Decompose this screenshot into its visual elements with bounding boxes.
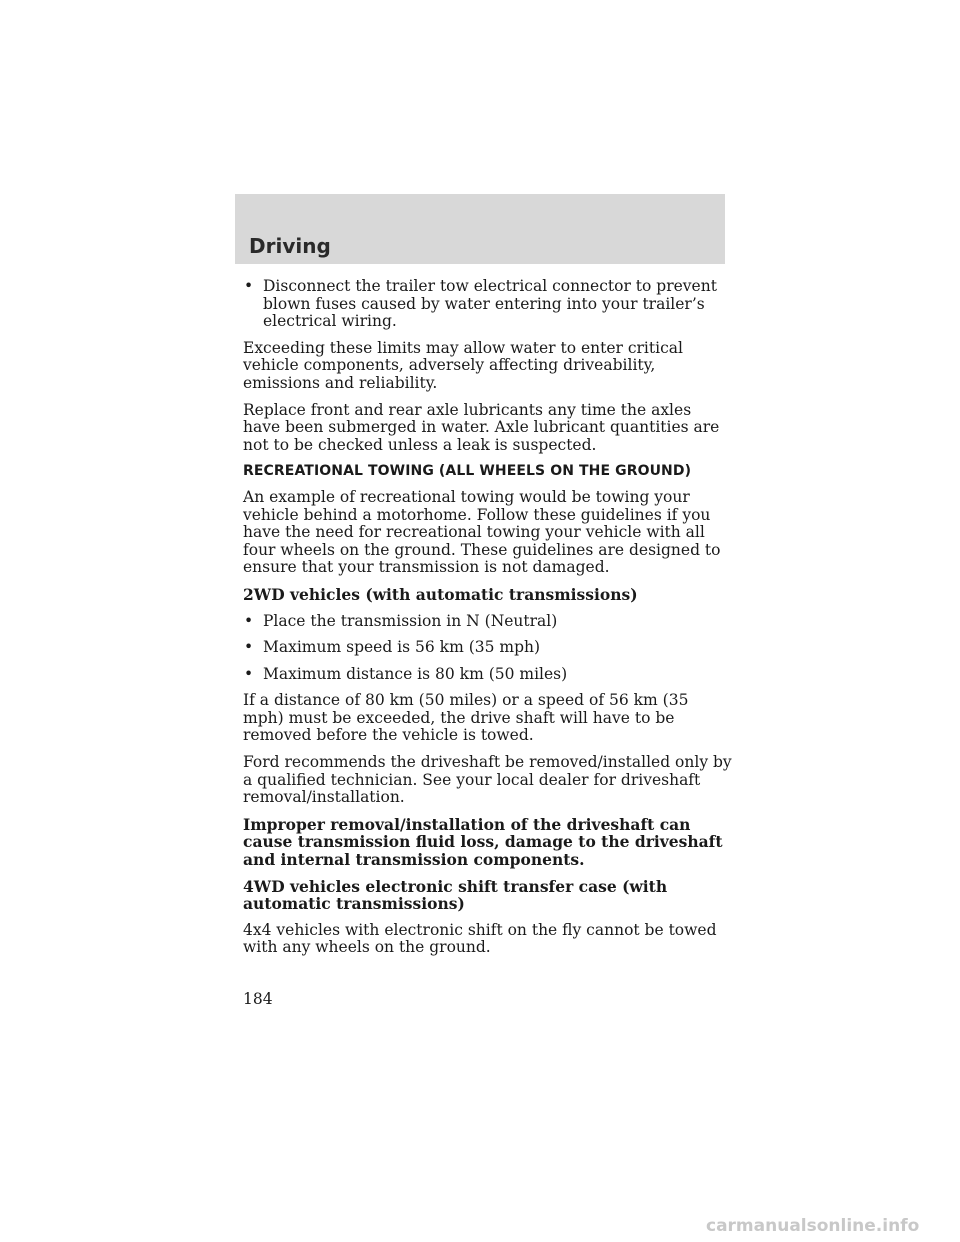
list-item [243,666,733,684]
list-item-text: Place the transmission in N (Neutral) [263,611,558,630]
bullet-icon: • [244,277,254,295]
section-header-band [235,194,725,264]
list-item-text: Maximum distance is 80 km (50 miles) [263,664,568,683]
warning-paragraph: Improper removal/installation of the driveshaft can cause transmission fluid loss, damage to the driveshaft and internal transmission components. [243,814,723,870]
watermark: carmanualsonline.info [706,1216,920,1236]
list-item [243,613,733,631]
section-title: Driving [249,234,331,258]
bullet-icon: • [244,664,254,683]
page-content [243,278,733,966]
paragraph-water-limits: Exceeding these limits may allow water to enter critical vehicle components, adversely affecting driveability, emissions and reliability. [243,338,683,392]
paragraph-ford-recommends: Ford recommends the driveshaft be removed/installed only by a qualified technician. See your local dealer for driveshaft removal/installation. [243,753,732,807]
page-number: 184 [243,990,273,1008]
list-item [243,639,733,657]
list-item [243,278,733,331]
subheading-4wd: 4WD vehicles electronic shift transfer case (with automatic transmissions) [243,876,668,914]
list-item-text: Maximum speed is 56 km (35 mph) [263,638,541,657]
heading-recreational-towing: RECREATIONAL TOWING (ALL WHEELS ON THE GROUND) [243,463,692,480]
paragraph-axle-lubricants: Replace front and rear axle lubricants any time the axles have been submerged in water. Axle lubricant quantities are not to be checked unless a leak is suspected. [243,400,720,454]
paragraph-4x4-note: 4x4 vehicles with electronic shift on the fly cannot be towed with any wheels on the ground. [243,920,717,957]
list-item-text: Disconnect the trailer tow electrical connector to prevent blown fuses caused by water entering into your trailer’s electrical wiring. [263,277,717,331]
bullet-icon: • [244,611,254,630]
subheading-2wd: 2WD vehicles (with automatic transmissions) [243,584,638,604]
paragraph-recreational-example: An example of recreational towing would be towing your vehicle behind a motorhome. Follow these guidelines if you have the need for recreational towing your vehicle with all four wheels on the ground. These guidelines are designed to ensure that your transmission is not damaged. [243,487,721,577]
bullet-icon: • [244,638,254,657]
paragraph-driveshaft-removal: If a distance of 80 km (50 miles) or a speed of 56 km (35 mph) must be exceeded, the drive shaft will have to be removed before the vehicle is towed. [243,691,689,745]
